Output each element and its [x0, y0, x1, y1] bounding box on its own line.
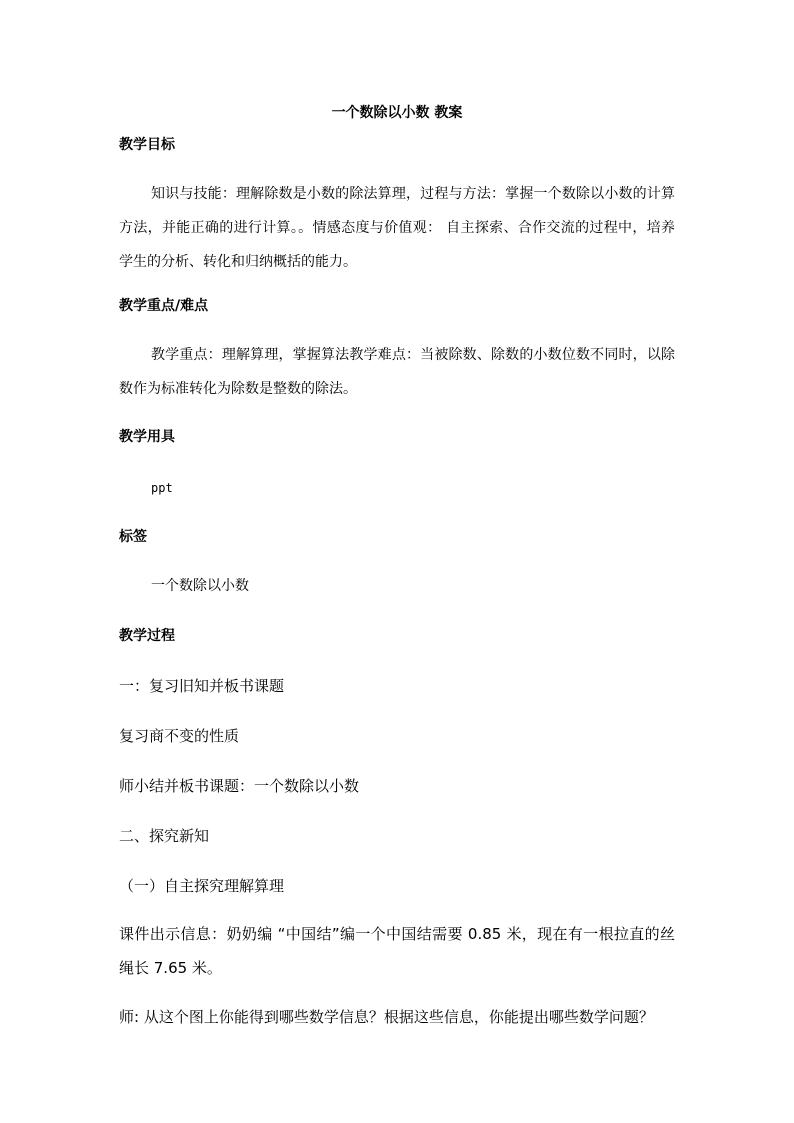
heading-objectives: 教学目标	[119, 137, 175, 153]
objectives-text: 知识与技能：理解除数是小数的除法算理，过程与方法：掌握一个数除以小数的计算方法，并能正确的进行计算。。情感态度与价值观： 自主探索、合作交流的过程中，培养学生的分析、转化和归纳概括的能力。	[119, 186, 675, 270]
heading-tools: 教学用具	[119, 429, 175, 445]
document-title: 一个数除以小数 教案	[331, 105, 463, 121]
heading-process: 教学过程	[119, 628, 175, 644]
heading-tags: 标签	[119, 529, 147, 545]
heading-key-points: 教学重点/难点	[119, 298, 209, 314]
tools-text: ppt	[151, 481, 173, 495]
tags-text: 一个数除以小数	[151, 578, 249, 594]
process-line-2: 复习商不变的性质	[119, 727, 240, 745]
process-line-4: 二、探究新知	[119, 827, 210, 845]
process-line-1: 一：复习旧知并板书课题	[119, 677, 285, 695]
process-line-3: 师小结并板书课题：一个数除以小数	[119, 777, 360, 795]
process-line-5: （一）自主探究理解算理	[119, 877, 285, 895]
process-paragraph-1: 课件出示信息：奶奶编 “中国结”编一个中国结需要 0.85 米，现在有一根拉直的丝绳长 7.65 米。	[119, 925, 675, 977]
key-points-text: 教学重点：理解算理，掌握算法教学难点：当被除数、除数的小数位数不同时，以除数作为标准转化为除数是整数的除法。	[119, 347, 675, 397]
process-paragraph-2: 师: 从这个图上你能得到哪些数学信息？根据这些信息，你能提出哪些数学问题？	[119, 1008, 654, 1026]
